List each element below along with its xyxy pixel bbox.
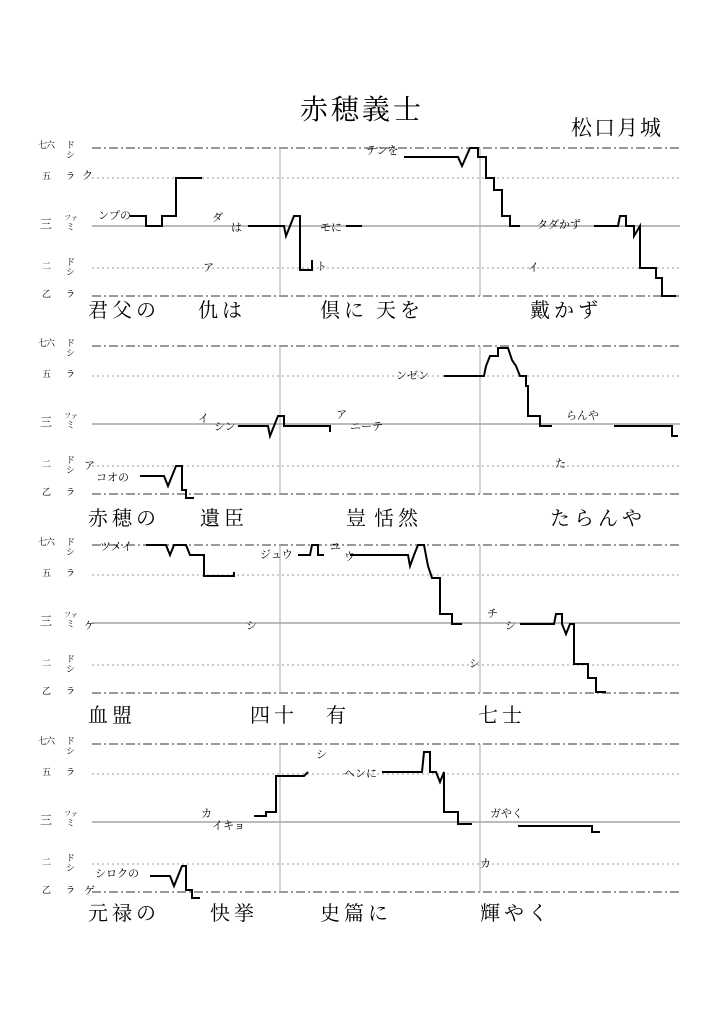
kana-syllable: ゲ: [84, 884, 95, 897]
scale-label: ラ: [66, 687, 76, 697]
melody-contour: [254, 772, 308, 816]
melody-contour: [140, 466, 194, 498]
lyric-text: 恬然: [374, 506, 422, 530]
scale-label: シ: [66, 151, 76, 161]
kana-syllable: ツメイ: [100, 540, 133, 553]
scale-label: ド: [66, 538, 76, 548]
kana-syllable: シン: [214, 420, 236, 433]
kana-syllable: ト: [316, 260, 327, 273]
kana-syllable: シ: [316, 748, 327, 761]
kana-syllable: シ: [505, 619, 516, 632]
melody-contour: [150, 866, 200, 898]
scale-label: 七: [38, 339, 48, 349]
scale-label: ド: [66, 258, 76, 268]
author-name: 松口月城: [571, 116, 663, 140]
scale-label: ラ: [66, 569, 76, 579]
lyric-text: 七士: [478, 703, 526, 727]
kana-syllable: ヘンに: [344, 767, 377, 780]
scale-label: ド: [66, 456, 76, 466]
scale-label: ミ: [66, 223, 76, 233]
scale-label: ラ: [66, 768, 76, 778]
scale-label: 二: [42, 460, 52, 470]
scale-label: 乙: [42, 488, 52, 498]
kana-syllable: ジュウ: [260, 548, 293, 561]
kana-syllable: イ: [198, 412, 209, 425]
melody-contour: [594, 216, 676, 296]
scale-label: シ: [66, 268, 76, 278]
lyric-text: 倶に: [320, 298, 368, 322]
melody-contour: [444, 348, 552, 426]
scale-label: 五: [42, 172, 52, 182]
scale-label: ド: [66, 854, 76, 864]
scale-label: 六: [46, 339, 56, 349]
lyric-text: 快挙: [210, 901, 258, 925]
page-title: 赤穂義士: [300, 93, 425, 126]
kana-syllable: シ: [246, 619, 257, 632]
scale-label: 三: [40, 614, 53, 628]
melody-contour: [130, 178, 202, 226]
scale-label: 七: [38, 737, 48, 747]
kana-syllable: ニーテ: [350, 420, 383, 433]
melody-contour: [350, 545, 462, 624]
kana-syllable: カ: [480, 857, 491, 870]
lyric-text: 仇は: [198, 298, 246, 322]
scale-label: ミ: [66, 421, 76, 431]
scale-label: 五: [42, 768, 52, 778]
melody-contour: [382, 752, 472, 824]
kana-syllable: チ: [487, 607, 498, 620]
scale-label: ファ: [64, 611, 78, 619]
kana-syllable: コオの: [96, 471, 129, 484]
scale-label: ド: [66, 141, 76, 151]
scale-label: ラ: [66, 370, 76, 380]
kana-syllable: ア: [336, 408, 347, 421]
kana-syllable: ウ: [344, 550, 355, 563]
scale-label: ラ: [66, 172, 76, 182]
kana-syllable: シロクの: [95, 867, 139, 880]
lyric-text: 豈: [346, 506, 370, 530]
scale-label: 五: [42, 569, 52, 579]
melody-contour: [238, 416, 330, 436]
lyric-text: たらんや: [550, 506, 646, 530]
kana-syllable: ダ: [212, 211, 223, 224]
scale-label: 三: [40, 813, 53, 827]
lyric-text: 四十: [250, 703, 298, 727]
kana-syllable: ガやく: [490, 807, 523, 820]
lyric-text: 輝やく: [480, 901, 552, 925]
kana-syllable: ク: [82, 169, 93, 182]
lyric-text: 元禄の: [88, 901, 160, 925]
kana-syllable: は: [231, 221, 242, 234]
kana-syllable: イ: [528, 261, 539, 274]
kana-syllable: ケ: [84, 619, 95, 632]
scale-label: ド: [66, 655, 76, 665]
kana-syllable: ア: [203, 261, 214, 274]
scale-label: 三: [40, 217, 53, 231]
melody-contour: [298, 545, 324, 555]
scale-label: ラ: [66, 290, 76, 300]
lyric-text: 天を: [376, 298, 424, 322]
kana-syllable: シ: [469, 657, 480, 670]
kana-syllable: カ: [201, 807, 212, 820]
scale-label: 六: [46, 538, 56, 548]
scale-label: 乙: [42, 687, 52, 697]
scale-label: 五: [42, 370, 52, 380]
kana-syllable: タダかず: [537, 218, 581, 231]
scale-label: シ: [66, 466, 76, 476]
kana-syllable: らんや: [566, 409, 599, 422]
lyric-text: 血盟: [88, 703, 136, 727]
lyric-text: 有: [326, 703, 350, 727]
lyric-text: 戴かず: [530, 298, 602, 322]
scale-label: 乙: [42, 886, 52, 896]
kana-syllable: モに: [320, 221, 342, 234]
melody-contour: [520, 614, 606, 692]
kana-syllable: た: [555, 457, 566, 470]
scale-label: ド: [66, 339, 76, 349]
scale-label: シ: [66, 548, 76, 558]
melody-contour: [146, 545, 234, 576]
scale-label: ラ: [66, 488, 76, 498]
scale-label: ド: [66, 737, 76, 747]
scale-label: シ: [66, 747, 76, 757]
scale-label: 三: [40, 415, 53, 429]
kana-syllable: ンプの: [98, 209, 131, 222]
scale-label: 七: [38, 141, 48, 151]
scale-label: シ: [66, 665, 76, 675]
kana-syllable: テンを: [366, 144, 399, 157]
kana-syllable: ア: [84, 459, 95, 472]
scale-label: シ: [66, 349, 76, 359]
lyric-text: 史篇に: [320, 901, 392, 925]
lyric-text: 遺臣: [200, 506, 248, 530]
melody-contour: [404, 148, 520, 226]
scale-label: 七: [38, 538, 48, 548]
scale-label: 二: [42, 858, 52, 868]
scale-label: ミ: [66, 819, 76, 829]
kana-syllable: イキョ: [212, 819, 245, 832]
scale-label: 二: [42, 262, 52, 272]
scale-label: 二: [42, 659, 52, 669]
scale-label: ファ: [64, 214, 78, 222]
scale-label: 六: [46, 737, 56, 747]
scale-label: ラ: [66, 886, 76, 896]
lyric-text: 君父の: [88, 298, 160, 322]
scale-label: 六: [46, 141, 56, 151]
scale-label: 乙: [42, 290, 52, 300]
kana-syllable: ユ: [330, 540, 341, 553]
scale-label: シ: [66, 864, 76, 874]
melody-contour: [518, 826, 600, 832]
scale-label: ファ: [64, 412, 78, 420]
lyric-text: 赤穂の: [88, 506, 160, 530]
kana-syllable: ンゼン: [396, 369, 429, 382]
scale-label: ミ: [66, 620, 76, 630]
scale-label: ファ: [64, 810, 78, 818]
melody-contour: [614, 426, 678, 436]
